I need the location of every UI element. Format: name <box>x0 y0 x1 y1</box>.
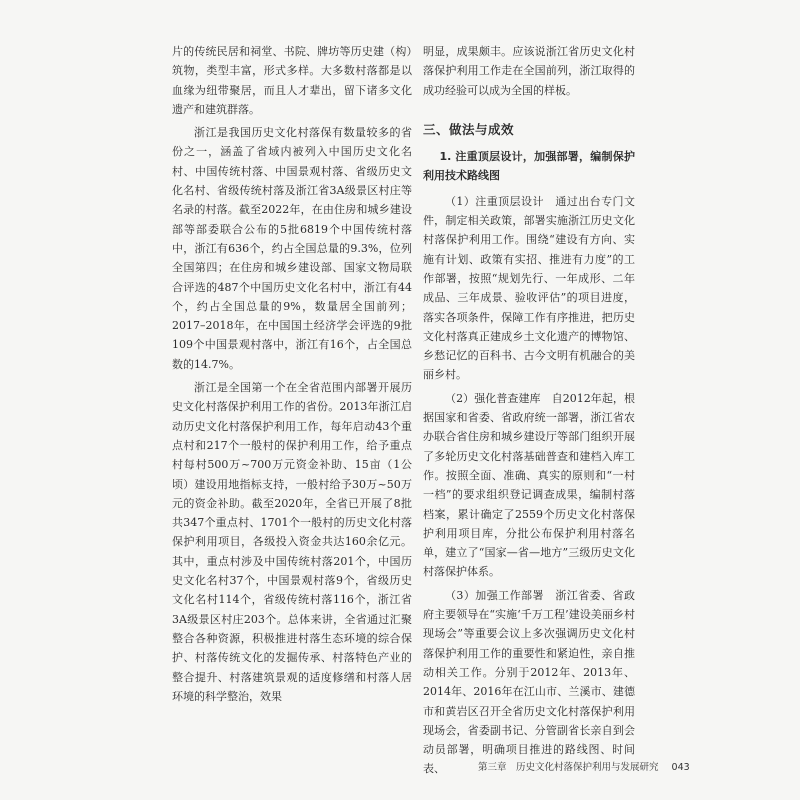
paragraph-continued-right: 明显，成果颇丰。应该说浙江省历史文化村落保护利用工作走在全国前列，浙江取得的成功经验可以成为全国的样板。 <box>423 45 635 97</box>
paragraph-continued: 片的传统民居和祠堂、书院、牌坊等历史建（构）筑物，类型丰富，形式多样。大多数村落都是以血缘为纽带聚居，而且人才辈出，留下诸多文化遗产和建筑群落。 <box>172 45 412 116</box>
chapter-title: 第三章 历史文化村落保护利用与发展研究 <box>478 762 659 773</box>
right-column <box>423 42 635 779</box>
page-footer <box>478 759 690 773</box>
paragraph-top-level-design: （1）注重顶层设计 通过出台专门文件，制定相关政策，部署实施浙江历史文化村落保护利用工作。围绕“建设有方向、实施有计划、政策有实招、推进有力度”的工作部署，按照“规划先行、一年成形、二年成品、三年成景、验收评估”的项目进度，落实各项条件，保障工作有序推进，把历史文化村落真正建成乡土文化遗产的博物馆、乡愁记忆的百科书、古今文明有机融合的美丽乡村。 <box>423 194 635 382</box>
left-column <box>172 42 412 706</box>
paragraph-census-database: （2）强化普查建库 自2012年起，根据国家和省委、省政府统一部署，浙江省农办联合省住房和城乡建设厅等部门组织开展了多轮历史文化村落基础普查和建档入库工作。按照全面、准确、真实的原则和“一村一档”的要求组织登记调查成果，编制村落档案，累计确定了2559个历史文化村落保护利用项目库，分批公布保护利用村落名单，建立了“国家—省—地方”三级历史文化村落保护体系。 <box>423 391 635 579</box>
paragraph-zhejiang-villages: 浙江是我国历史文化村落保有数量较多的省份之一，涵盖了省域内被列入中国历史文化名村、中国传统村落、中国景观村落、省级历史文化名村、省级传统村落及浙江省3A级景区村庄等名录的村落。截至2022年，在由住房和城乡建设部等部委联合公布的5批6819个中国传统村落中，浙江有636个，约占全国总量的9.3%，位列全国第四；在住房和城乡建设部、国家文物局联合评选的487个中国历史文化名村中，浙江有44个，约占全国总量的9%，数量居全国前列；2017–2018年，在中国国土经济学会评选的9批109个中国景观村落中，浙江有16个，占全国总数的14.7%。 <box>172 126 412 371</box>
page-number: 043 <box>671 762 690 773</box>
paragraph-work-deployment: （3）加强工作部署 浙江省委、省政府主要领导在“实施‘千万工程’建设美丽乡村现场会”等重要会议上多次强调历史文化村落保护利用工作的重要性和紧迫性，亲自推动相关工作。分别于2012年、2013年、2014年、2016年在江山市、兰溪市、建德市和黄岩区召开全省历史文化村落保护利用现场会，省委副书记、分管副省长亲自到会动员部署，明确项目推进的路线图、时间表、 <box>423 588 635 776</box>
paragraph-zhejiang-first-province: 浙江是全国第一个在全省范围内部署开展历史文化村落保护利用工作的省份。2013年浙江启动历史文化村落保护利用工作，每年启动43个重点村和217个一般村的保护利用工作，给予重点村每村500万~700万元资金补助、15亩（1公顷）建设用地指标支持，一般村给予30万~50万元的资金补助。截至2020年，全省已开展了8批共347个重点村、1701个一般村的历史文化村落保护利用项目，各级投入资金共达160余亿元。其中，重点村涉及中国传统村落201个，中国历史文化名村37个，中国景观村落9个，省级历史文化名村114个，省级传统村落116个，浙江省3A级景区村庄203个。总体来讲，全省通过汇聚整合各种资源，积极推进村落生态环境的综合保护、村落传统文化的发掘传承、村落特色产业的整合提升、村落建筑景观的适度修缮和村落人居环境的科学整治，效果 <box>172 381 412 703</box>
subsection-heading: 1. 注重顶层设计，加强部署，编制保护利用技术路线图 <box>423 150 635 183</box>
section-heading: 三、做法与成效 <box>423 121 515 137</box>
